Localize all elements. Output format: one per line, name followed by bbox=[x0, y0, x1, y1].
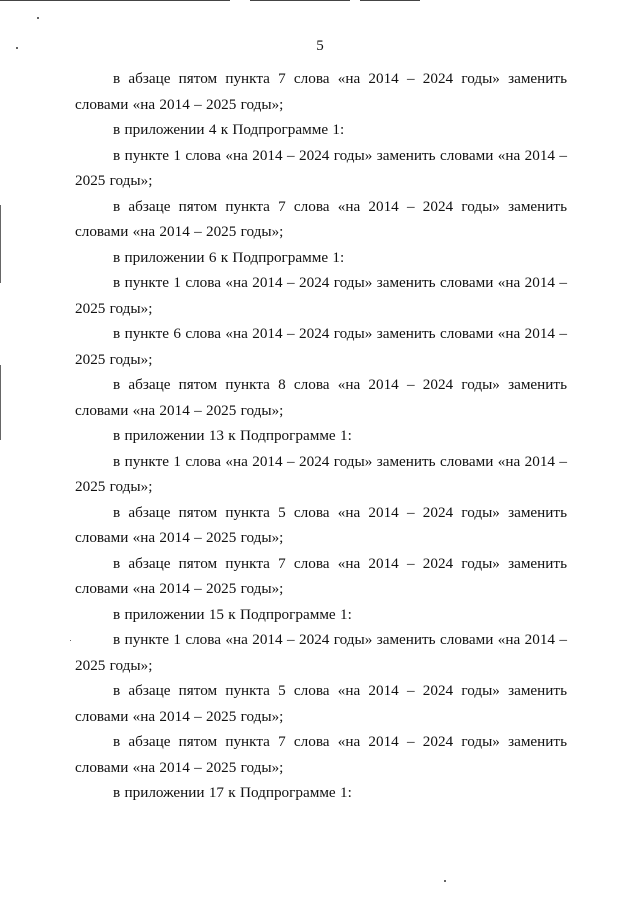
paragraph: в пункте 6 слова «на 2014 – 2024 годы» заменить словами «на 2014 – 2025 годы»; bbox=[75, 325, 567, 368]
paragraph: в абзаце пятом пункта 7 слова «на 2014 – 2024 годы» заменить словами «на 2014 – 2025 годы»; bbox=[75, 554, 567, 597]
paragraph: в пункте 1 слова «на 2014 – 2024 годы» заменить словами «на 2014 – 2025 годы»; bbox=[75, 146, 567, 189]
page-number: 5 bbox=[316, 38, 324, 54]
paragraph: в абзаце пятом пункта 8 слова «на 2014 – 2024 годы» заменить словами «на 2014 – 2025 годы»; bbox=[75, 376, 567, 419]
paragraph: в пункте 1 слова «на 2014 – 2024 годы» заменить словами «на 2014 – 2025 годы»; bbox=[75, 274, 567, 317]
paragraph-heading: в приложении 17 к Подпрограмме 1: bbox=[113, 784, 352, 801]
paragraph: в пункте 1 слова «на 2014 – 2024 годы» заменить словами «на 2014 – 2025 годы»; bbox=[75, 631, 567, 674]
paragraph: в пункте 1 слова «на 2014 – 2024 годы» заменить словами «на 2014 – 2025 годы»; bbox=[75, 452, 567, 495]
scan-edge-line bbox=[250, 0, 350, 1]
paragraph: в абзаце пятом пункта 7 слова «на 2014 – 2024 годы» заменить словами «на 2014 – 2025 годы»; bbox=[75, 733, 567, 776]
scan-margin-mark bbox=[0, 205, 1, 283]
scan-edge-line bbox=[360, 0, 420, 1]
scan-speck bbox=[444, 880, 446, 882]
scan-speck bbox=[70, 640, 71, 641]
paragraph: в абзаце пятом пункта 5 слова «на 2014 – 2024 годы» заменить словами «на 2014 – 2025 годы»; bbox=[75, 682, 567, 725]
paragraph-heading: в приложении 15 к Подпрограмме 1: bbox=[113, 605, 352, 623]
document-body bbox=[75, 66, 567, 806]
paragraph: в абзаце пятом пункта 7 слова «на 2014 – 2024 годы» заменить словами «на 2014 – 2025 годы»; bbox=[75, 70, 567, 113]
paragraph-heading: в приложении 13 к Подпрограмме 1: bbox=[113, 427, 352, 444]
scan-margin-mark bbox=[0, 365, 1, 440]
scan-edge-line bbox=[0, 0, 230, 1]
scan-speck bbox=[37, 17, 39, 19]
paragraph: в абзаце пятом пункта 7 слова «на 2014 – 2024 годы» заменить словами «на 2014 – 2025 годы»; bbox=[75, 197, 567, 240]
paragraph-heading: в приложении 6 к Подпрограмме 1: bbox=[113, 248, 345, 266]
paragraph: в абзаце пятом пункта 5 слова «на 2014 – 2024 годы» заменить словами «на 2014 – 2025 годы»; bbox=[75, 503, 567, 546]
paragraph-heading: в приложении 4 к Подпрограмме 1: bbox=[113, 121, 345, 138]
